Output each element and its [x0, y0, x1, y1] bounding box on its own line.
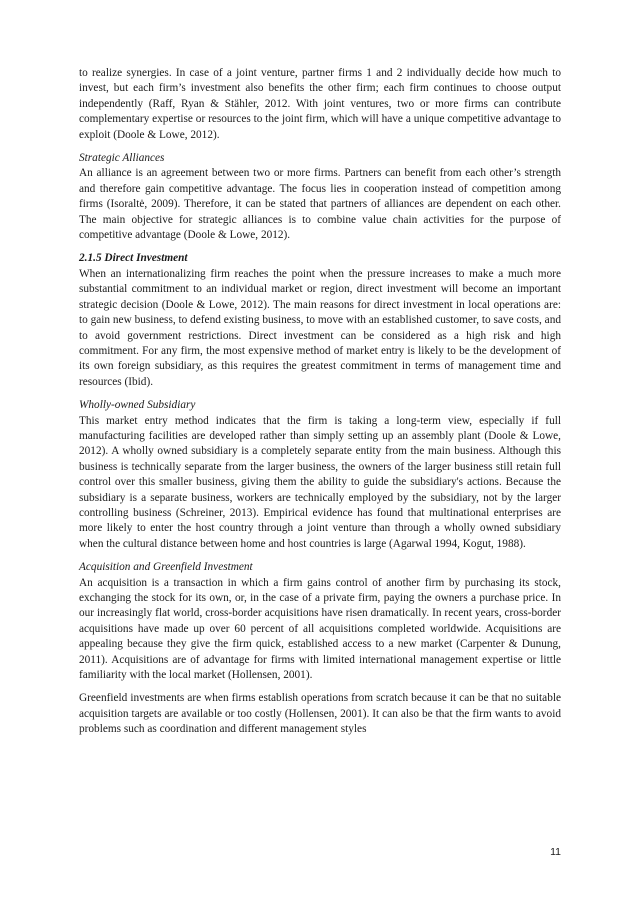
- section-heading: 2.1.5 Direct Investment: [79, 252, 188, 265]
- section-wholly-owned-subsidiary: [79, 398, 561, 552]
- paragraph-text: to realize synergies. In case of a joint venture, partner firms 1 and 2 individually decide how much to invest, but each firm’s investment also benefits the other firm; each firm continues to choose output independently (Raff, Ryan & Stähler, 2012. With joint ventures, two or more firms can contribute complementary expertise or resources to the joint firm, which will have a unique competitive advantage to exploit (Doole & Lowe, 2012).: [79, 67, 561, 141]
- paragraph-text: This market entry method indicates that the firm is taking a long-term view, especially if full manufacturing facilities are developed rather than simply setting up an assembly plant (Doole & Lowe, 2012). A wholly owned subsidiary is a completely separate entity from the main business. Although this business is technically separate from the larger business, the owners of the larger business still retain full control over this smaller business, giving them the ability to guide the subsidiary's actions. Because the subsidiary is a separate business, workers are technically employed by the subsidiary, not by the larger controlling business (Schreiner, 2013). Empirical evidence has found that multinational enterprises are more likely to enter the host country through a joint venture than through a wholly owned subsidiary when the cultural distance between home and host countries is large (Agarwal 1994, Kogut, 1988).: [79, 414, 561, 550]
- page-number: 11: [550, 846, 561, 858]
- section-heading: Acquisition and Greenfield Investment: [79, 561, 253, 574]
- section-heading: Strategic Alliances: [79, 152, 165, 165]
- paragraph-text: Greenfield investments are when firms establish operations from scratch because it can be that no suitable acquisition targets are available or too costly (Hollensen, 2001). It can also be that the firm wants to avoid problems such as coordination and different management styles: [79, 692, 561, 736]
- section-direct-investment: [79, 251, 561, 390]
- paragraph-greenfield: [79, 691, 561, 737]
- section-heading: Wholly-owned Subsidiary: [79, 399, 196, 412]
- paragraph-text: When an internationalizing firm reaches the point when the pressure increases to make a much more substantial commitment to an individual market or region, direct investment will become an important strategic decision (Doole & Lowe, 2012). The main reasons for direct investment in local operations are: to gain new business, to defend existing business, to move with an established customer, to save costs, and to avoid government restrictions. Direct investment can be considered as a high risk and high commitment. For any firm, the most expensive method of market entry is likely to be the development of its own foreign subsidiary, as this requires the greatest commitment in terms of management time and resources (Ibid).: [79, 267, 561, 388]
- section-strategic-alliances: [79, 151, 561, 243]
- paragraph-text: An alliance is an agreement between two or more firms. Partners can benefit from each other’s strength and therefore gain competitive advantage. The focus lies in cooperation instead of competition among firms (Isoraltė, 2009). Therefore, it can be stated that partners of alliances are dependent on each other. The main objective for strategic alliances is to combine value chain activities for the purpose of competitive advantage (Doole & Lowe, 2012).: [79, 167, 561, 242]
- paragraph-joint-venture: [79, 66, 561, 143]
- section-acquisition-greenfield: [79, 560, 561, 683]
- paragraph-text: An acquisition is a transaction in which a firm gains control of another firm by purchasing its stock, exchanging the stock for its own, or, in the case of a private firm, paying the owners a purchase price. In our increasingly flat world, cross-border acquisitions have risen dramatically. In recent years, cross-border acquisitions have made up over 60 percent of all acquisitions completed worldwide. Acquisitions are appealing because they give the firm quick, established access to a new market (Carpenter & Dunung, 2011). Acquisitions are of advantage for firms with limited international management expertise or little familiarity with the local market (Hollensen, 2001).: [79, 576, 561, 682]
- document-page: [79, 66, 561, 746]
